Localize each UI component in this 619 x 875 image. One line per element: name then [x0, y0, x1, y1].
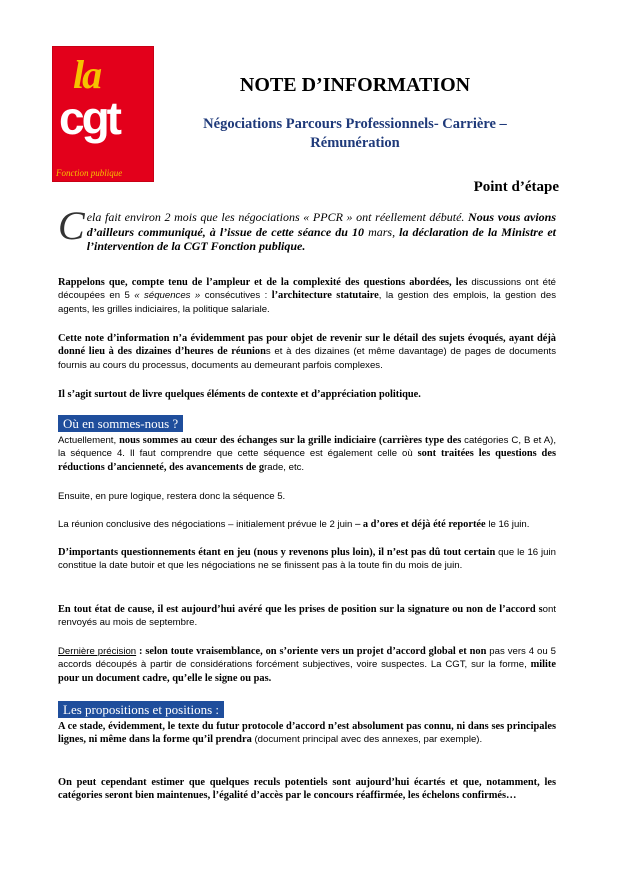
subtitle-line1: Négociations Parcours Professionnels- Carrière – — [203, 116, 507, 132]
paragraph-3: Il s’agit surtout de livre quelques éléments de contexte et d’appréciation politique. — [58, 389, 421, 400]
paragraph-4: Actuellement, nous sommes au cœur des échanges sur la grille indiciaire (carrières type des catégories C, B et A), la séquence 4. Il faut comprendre que cette séquence est également celle où sont traitées les questions des réductions d’ancienneté, des avancements de grade, etc. — [58, 435, 557, 473]
paragraph-8: En tout état de cause, il est aujourd’hui avéré que les prises de position sur la signature ou non de l’accord sont renvoyés au mois de septembre. — [58, 604, 556, 629]
paragraph-9: Dernière précision : selon toute vraisemblance, on s’oriente vers un projet d’accord global et non pas vers 4 ou 5 accords découpés à partir de considérations forcément subjectives, voire suspectes. La CGT, sur la forme, milite pour un document cadre, qu’elle le signe ou pas. — [58, 646, 556, 684]
paragraph-2: Cette note d’information n’a évidemment pas pour objet de revenir sur le détail des sujets évoqués, ayant déjà donné lieu à des dizaines d’heures de réunions et à des dizaines (et même davantage) de pages de documents fournis au cours du processus, documents au demeurant parfois complexes. — [58, 333, 557, 371]
page-subtitle — [175, 115, 535, 153]
heading-propositions: Les propositions et positions : — [58, 701, 224, 718]
paragraph-6: La réunion conclusive des négociations – initialement prévue le 2 juin – a d’ores et déjà été reportée le 16 juin. — [58, 519, 530, 530]
subtitle-line2: Rémunération — [310, 135, 400, 151]
logo-la: la — [73, 52, 101, 97]
paragraph-7: D’importants questionnements étant en jeu (nous y revenons plus loin), il n’est pas dû tout certain que le 16 juin constitue la date butoir et que les négociations ne se finissent pas à la toute fin du mois de juin. — [58, 547, 556, 572]
dropcap: C — [58, 203, 85, 248]
cgt-logo — [52, 46, 154, 182]
page-title: NOTE D’INFORMATION — [239, 74, 471, 96]
logo-cgt: cgt — [59, 92, 119, 144]
intro-paragraph: Cela fait environ 2 mois que les négociations « PPCR » ont réellement débuté. Nous vous avions d’ailleurs communiqué, à l’issue de cette séance du 10 mars, la déclaration de la Ministre et l’intervention de la CGT Fonction publique. — [58, 203, 556, 253]
paragraph-5: Ensuite, en pure logique, restera donc la séquence 5. — [58, 491, 286, 502]
logo-subtitle: Fonction publique — [56, 168, 123, 178]
paragraph-10: A ce stade, évidemment, le texte du futur protocole d’accord n’est absolument pas connu, ni dans ses principales lignes, ni même dans la forme qu’il prendra (document principal avec des annexes, par exemple). — [58, 721, 556, 746]
paragraph-1: Rappelons que, compte tenu de l’ampleur et de la complexité des questions abordées, les discussions ont été découpées en 5 « séquences » consécutives : l’architecture statutaire, la gestion des emplois, la gestion des agents, les grilles indiciaires, la politique salariale. — [58, 277, 557, 315]
heading-ou-en-sommes-nous: Où en sommes-nous ? — [58, 415, 183, 432]
paragraph-11: On peut cependant estimer que quelques reculs potentiels sont aujourd’hui écartés et que, notamment, les catégories seront bien maintenues, l’égalité d’accès par le concours réaffirmée, les échelons confirmés… — [58, 777, 556, 802]
point-etape: Point d’étape — [473, 179, 559, 195]
